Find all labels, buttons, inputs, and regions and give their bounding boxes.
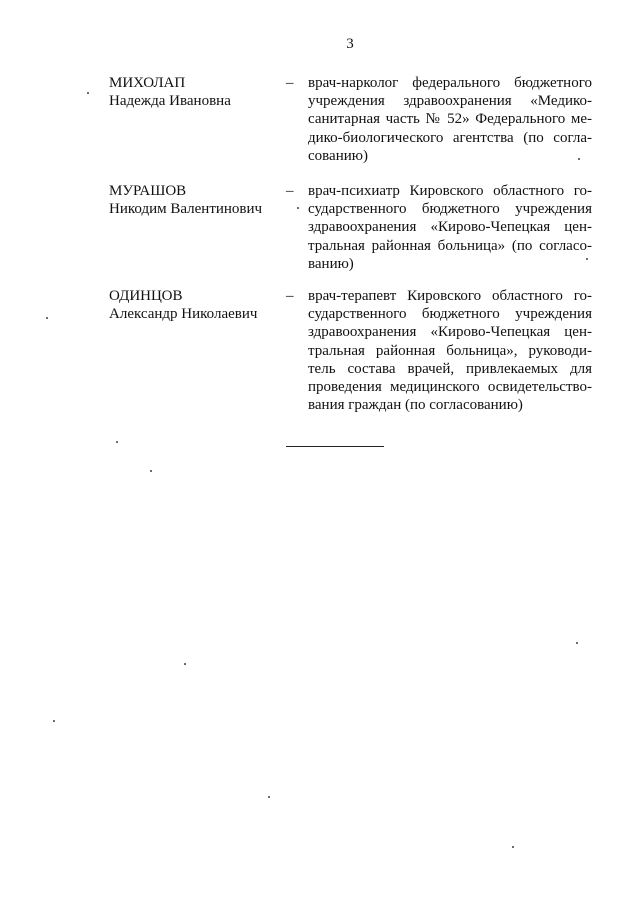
member-surname: ОДИНЦОВ xyxy=(109,288,183,304)
page-number: 3 xyxy=(346,36,354,52)
position-line: сованию) xyxy=(308,147,368,164)
scan-speck xyxy=(576,642,578,644)
position-line: учреждения здравоохранения «Медико- xyxy=(308,93,592,110)
position-line: тральная районная больница» (по согласо- xyxy=(308,237,592,254)
end-separator-line xyxy=(286,446,384,447)
dash-separator: – xyxy=(286,75,294,91)
member-surname: МУРАШОВ xyxy=(109,183,187,199)
position-line: санитарная часть № 52» Федерального ме- xyxy=(308,111,592,128)
member-position xyxy=(308,74,592,165)
scan-speck xyxy=(268,796,270,798)
scan-speck xyxy=(578,158,580,160)
scan-speck xyxy=(586,258,588,260)
dash-separator: – xyxy=(286,288,294,304)
member-surname: МИХОЛАП xyxy=(109,75,186,91)
position-line: здравоохранения «Кирово-Чепецкая цен- xyxy=(308,324,592,341)
position-line: здравоохранения «Кирово-Чепецкая цен- xyxy=(308,219,592,236)
position-line: дико-биологического агентства (по согла- xyxy=(308,129,592,146)
dash-separator: – xyxy=(286,183,294,199)
scan-speck xyxy=(46,317,48,319)
member-given-names: Александр Николаевич xyxy=(109,306,258,322)
position-line: тральная районная больница», руководи- xyxy=(308,342,592,359)
position-line: вания граждан (по согласованию) xyxy=(308,397,523,414)
position-line: врач-терапевт Кировского областного го- xyxy=(308,288,592,304)
scan-speck xyxy=(87,92,89,94)
scan-speck xyxy=(512,846,514,848)
position-line: врач-психиатр Кировского областного го- xyxy=(308,183,592,199)
position-line: ванию) xyxy=(308,255,354,272)
position-line: проведения медицинского освидетельство- xyxy=(308,379,592,396)
member-given-names: Надежда Ивановна xyxy=(109,93,231,109)
member-position xyxy=(308,182,592,273)
position-line: тель состава врачей, привлекаемых для xyxy=(308,360,592,377)
position-line: сударственного бюджетного учреждения xyxy=(308,306,592,323)
position-line: сударственного бюджетного учреждения xyxy=(308,201,592,218)
scan-speck xyxy=(116,441,118,443)
scan-speck xyxy=(150,470,152,472)
member-given-names: Никодим Валентинович xyxy=(109,201,263,217)
scan-speck xyxy=(53,720,55,722)
member-position xyxy=(308,287,592,414)
position-line: врач-нарколог федерального бюджетного xyxy=(308,75,592,91)
scan-speck xyxy=(184,663,186,665)
scan-speck xyxy=(297,207,299,209)
